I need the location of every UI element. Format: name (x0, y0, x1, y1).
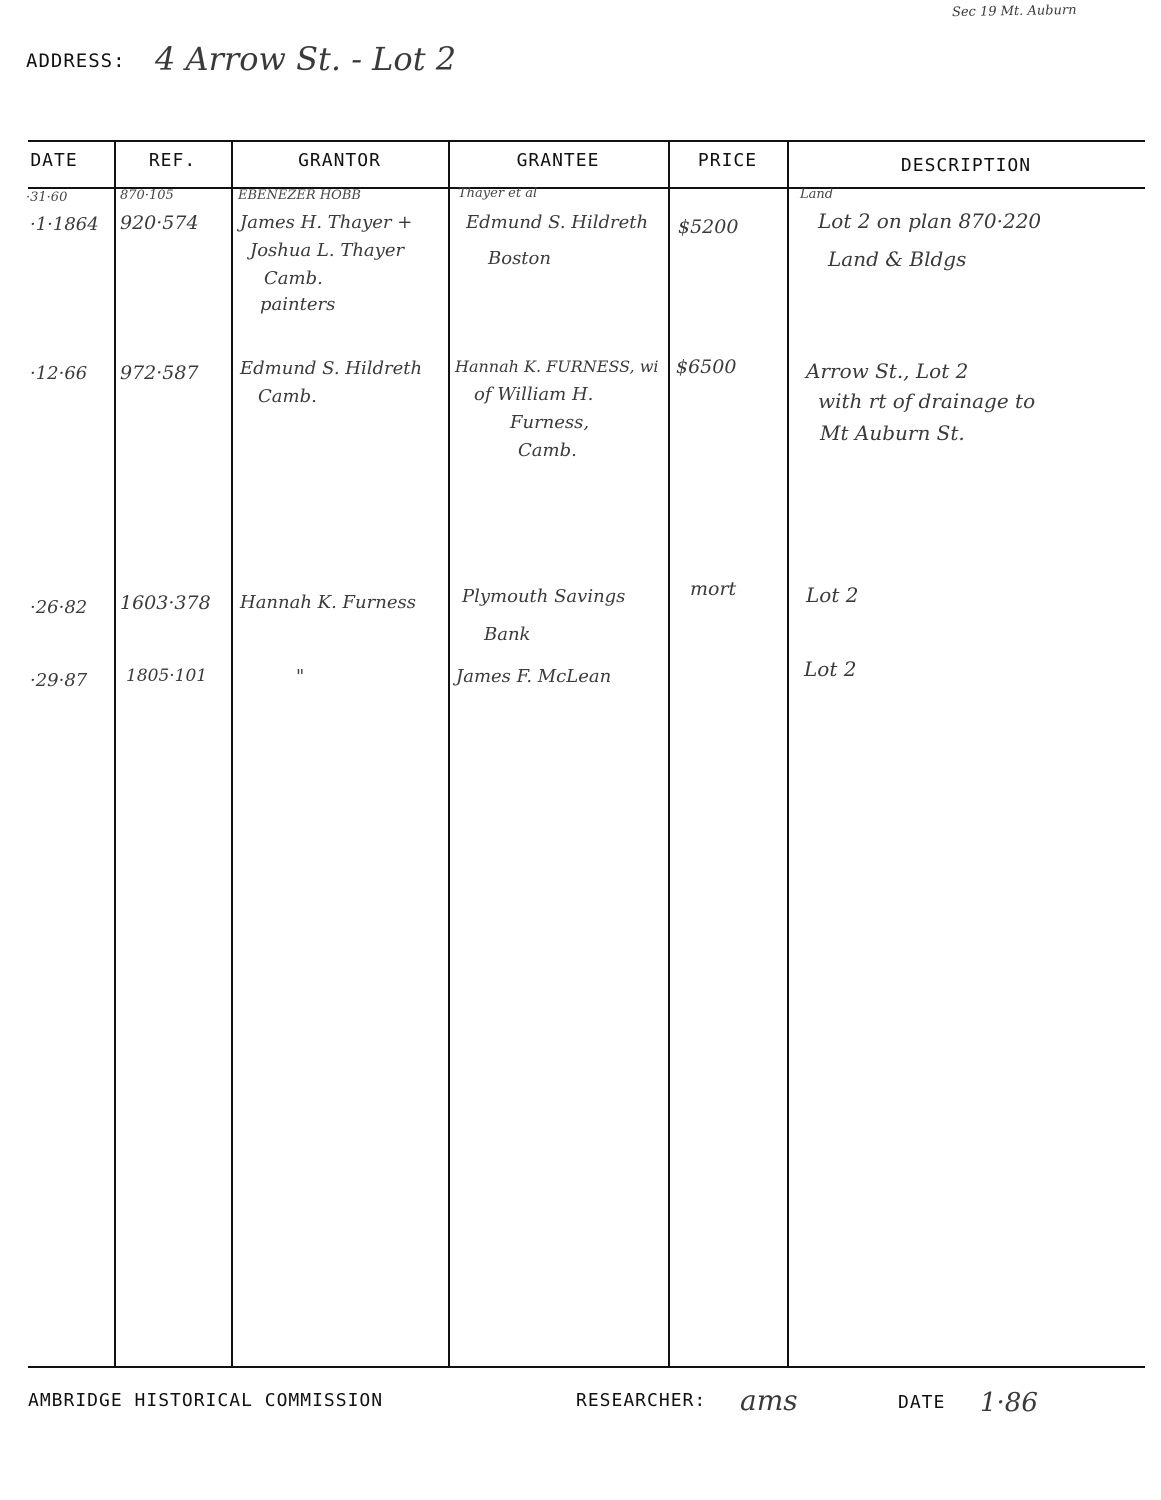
grantee-line: James F. McLean (456, 666, 612, 687)
column-header-description: DESCRIPTION (900, 155, 1032, 176)
description-line: Lot 2 on plan 870·220 (818, 209, 1042, 233)
column-header-date: DATE (30, 150, 78, 171)
footer-researcher-label: RESEARCHER: (576, 1390, 707, 1411)
description-prior: Land (800, 187, 834, 202)
price-cell: $6500 (676, 356, 737, 378)
grantee-line: Hannah K. FURNESS, wi (455, 357, 659, 376)
column-divider (448, 140, 450, 1368)
grantor-line: James H. Thayer + (240, 212, 413, 233)
grantee-line: Camb. (518, 440, 577, 461)
address-label: ADDRESS: (26, 50, 126, 72)
date-cell: ·29·87 (30, 670, 88, 691)
grantee-line: of William H. (474, 384, 594, 405)
description-line: Lot 2 (806, 583, 859, 607)
price-cell: mort (690, 578, 737, 600)
ref-cell: 972·587 (120, 362, 199, 384)
grantee-prior: Thayer et al (458, 186, 538, 201)
footer-date-label: DATE (898, 1392, 946, 1413)
grantee-line: Edmund S. Hildreth (466, 212, 649, 233)
grantor-line: Camb. (264, 268, 323, 289)
grantor-prior: EBENEZER HOBB (238, 188, 361, 203)
grantor-line: " (296, 666, 305, 687)
grantor-line: Hannah K. Furness (240, 592, 416, 613)
column-header-ref: REF. (148, 150, 197, 171)
ref-cell: 920·574 (120, 212, 199, 234)
grantor-line: Joshua L. Thayer (250, 240, 405, 261)
grantor-line: Edmund S. Hildreth (240, 358, 423, 379)
ref-cell: 1805·101 (126, 666, 208, 686)
date-cell: ·1·1864 (30, 214, 99, 235)
grantor-line: Camb. (258, 386, 317, 407)
top-note: Sec 19 Mt. Auburn (951, 2, 1077, 21)
grantor-line: painters (260, 294, 336, 315)
column-header-price: PRICE (697, 150, 758, 171)
date-cell: ·26·82 (30, 597, 88, 618)
table-bottom-rule (28, 1366, 1145, 1368)
description-line: Land & Bldgs (828, 247, 967, 271)
description-line: Arrow St., Lot 2 (806, 359, 969, 383)
description-line: Mt Auburn St. (820, 421, 965, 445)
ref-prior: 870·105 (120, 188, 174, 203)
grantee-line: Boston (488, 248, 551, 269)
table-top-rule (28, 140, 1145, 142)
footer-date-value: 1·86 (980, 1388, 1038, 1418)
column-header-grantee: GRANTEE (516, 150, 600, 171)
price-cell: $5200 (678, 216, 739, 238)
column-divider (787, 140, 789, 1368)
description-line: with rt of drainage to (818, 389, 1036, 413)
grantee-line: Bank (484, 624, 531, 645)
grantee-line: Plymouth Savings (462, 586, 626, 607)
address-value: 4 Arrow St. - Lot 2 (155, 40, 457, 78)
column-divider (114, 140, 116, 1368)
description-line: Lot 2 (804, 657, 857, 681)
column-header-grantor: GRANTOR (298, 150, 381, 171)
column-divider (668, 140, 670, 1368)
footer-commission: AMBRIDGE HISTORICAL COMMISSION (28, 1390, 384, 1411)
footer-researcher-value: ams (740, 1384, 798, 1417)
grantee-line: Furness, (510, 412, 590, 433)
column-divider (231, 140, 233, 1368)
date-prior: ·31·60 (26, 190, 68, 205)
ref-cell: 1603·378 (120, 592, 211, 614)
date-cell: ·12·66 (30, 363, 88, 384)
table-header-rule (28, 187, 1145, 189)
